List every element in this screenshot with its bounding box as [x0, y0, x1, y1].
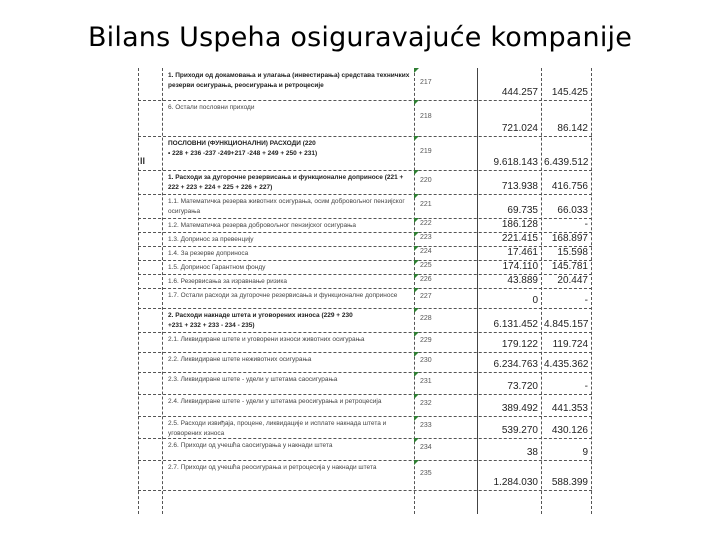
row-previous-year-value: 86.142: [557, 123, 588, 134]
row-current-year-value: 539.270: [501, 425, 538, 436]
row-description: 1.5. Допринос Гарантном фонду: [168, 264, 266, 271]
row-previous-year-value: 66.033: [557, 205, 588, 216]
row-previous-year-value: 6.439.512: [544, 157, 589, 168]
cell-comment-marker-icon: [414, 308, 419, 313]
row-description: 2.2. Ликвидиране штете неживотних осигурања: [168, 356, 312, 363]
row-current-year-value: 9.618.143: [493, 157, 538, 168]
row-aop-code: 227: [420, 293, 432, 300]
row-previous-year-value: -: [584, 295, 588, 306]
table-row: [138, 170, 592, 195]
row-current-year-value: 1.284.030: [493, 477, 538, 488]
row-aop-code: 223: [420, 234, 432, 241]
table-row: [138, 308, 592, 333]
table-row: [138, 218, 592, 233]
row-aop-code: 234: [420, 444, 432, 451]
row-previous-year-value: 9: [582, 447, 588, 458]
table-row: [138, 100, 592, 137]
row-aop-code: 233: [420, 422, 432, 429]
row-current-year-value: 6.234.763: [493, 359, 538, 370]
row-current-year-value: 73.720: [507, 381, 538, 392]
row-aop-code: 222: [420, 220, 432, 227]
row-current-year-value: 17.461: [507, 247, 538, 258]
cell-comment-marker-icon: [414, 352, 419, 357]
table-row: [138, 288, 592, 309]
row-current-year-value: 221.415: [501, 233, 538, 244]
row-description: 2.6. Приходи од учешћа саосигурања у накнади штета: [168, 442, 333, 449]
row-current-year-value: 174.110: [502, 261, 538, 272]
row-previous-year-value: 20.447: [557, 275, 588, 286]
row-previous-year-value: 416.756: [551, 181, 588, 192]
row-aop-code: 220: [420, 177, 432, 184]
row-aop-code: 221: [420, 201, 432, 208]
cell-comment-marker-icon: [414, 416, 419, 421]
row-previous-year-value: 15.598: [557, 247, 588, 258]
row-previous-year-value: -: [584, 219, 588, 230]
row-description: 2.5. Расходи извиђаја, процене, ликвидације и исплате накнада штета и уговорених износа: [168, 420, 387, 437]
table-row: [138, 136, 592, 171]
row-aop-code: 219: [420, 148, 432, 155]
row-aop-code: 224: [420, 248, 432, 255]
table-row: [138, 394, 592, 417]
row-description: 6. Остали пословни приходи: [168, 104, 255, 111]
row-previous-year-value: 145.781: [551, 261, 588, 272]
cell-comment-marker-icon: [414, 260, 419, 265]
cell-comment-marker-icon: [414, 460, 419, 465]
row-description: 1.4. За резерве доприноса: [168, 250, 249, 257]
row-description: 1. Приходи од докамовања и улагања (инвестирања) средстава техничких резерви осигурања, реосигурања и ретроцесије: [168, 72, 410, 89]
row-current-year-value: 69.735: [507, 205, 538, 216]
cell-comment-marker-icon: [414, 332, 419, 337]
table-row: [138, 332, 592, 353]
cell-comment-marker-icon: [414, 246, 419, 251]
row-description: 1.3. Допринос за превенцију: [168, 236, 254, 243]
row-current-year-value: 6.131.452: [493, 319, 538, 330]
row-description: 1.1. Математичка резерва животних осигурања, осим добровољног пензијског осигурања: [168, 198, 405, 215]
cell-comment-marker-icon: [414, 68, 419, 73]
row-aop-code: 217: [420, 79, 432, 86]
row-previous-year-value: 119.724: [552, 339, 588, 350]
row-current-year-value: 721.024: [501, 123, 538, 134]
cell-comment-marker-icon: [414, 394, 419, 399]
cell-comment-marker-icon: [414, 274, 419, 279]
row-previous-year-value: -: [584, 381, 588, 392]
row-description: 2.1. Ликвидиране штете и уговорени износи животних осигурања: [168, 336, 365, 343]
row-aop-code: 231: [420, 378, 432, 385]
cell-comment-marker-icon: [414, 136, 419, 141]
row-previous-year-value: 588.399: [551, 477, 588, 488]
table-row: [138, 372, 592, 395]
row-aop-code: 235: [420, 470, 432, 477]
cell-comment-marker-icon: [414, 218, 419, 223]
row-current-year-value: 389.492: [501, 403, 538, 414]
table-row: [138, 438, 592, 461]
table-row: [138, 416, 592, 439]
row-current-year-value: 43.889: [507, 275, 538, 286]
row-previous-year-value: 145.425: [551, 87, 588, 98]
table-row: [138, 260, 592, 275]
cell-comment-marker-icon: [414, 170, 419, 175]
table-row: [138, 352, 592, 373]
table-row: [138, 194, 592, 219]
cell-comment-marker-icon: [414, 372, 419, 377]
row-description: 2.3. Ликвидиране штете - удели у штетама саосигурања: [168, 376, 338, 383]
row-previous-year-value: 430.126: [551, 425, 588, 436]
table-row: [138, 232, 592, 247]
row-description: 1.2. Математичка резерва добровољног пензијског осигурања: [168, 222, 357, 229]
cell-comment-marker-icon: [414, 438, 419, 443]
cell-comment-marker-icon: [414, 232, 419, 237]
table-row: [138, 460, 592, 491]
slide-title: Bilans Uspeha osiguravajuće kompanije: [87, 22, 633, 53]
row-description: ПОСЛОВНИ (ФУНКЦИОНАЛНИ) РАСХОДИ (220 • 228 + 236 -237 -249+217 -248 + 249 + 250 + 231): [168, 140, 318, 157]
row-current-year-value: 0: [532, 295, 538, 306]
row-current-year-value: 444.257: [501, 87, 538, 98]
row-current-year-value: 179.122: [501, 339, 538, 350]
row-aop-code: 229: [420, 337, 432, 344]
table-row: [138, 68, 592, 101]
row-description: 2. Расходи накнаде штета и уговорених износа (229 + 230 +231 + 232 + 233 - 234 - 235): [168, 312, 353, 329]
row-section-number: II: [140, 156, 146, 166]
row-previous-year-value: 4.435.362: [544, 359, 589, 370]
row-current-year-value: 186.128: [501, 219, 538, 230]
row-aop-code: 230: [420, 357, 432, 364]
row-aop-code: 226: [420, 276, 432, 283]
row-description: 1. Расходи за дугорочне резервисања и функционалне доприносе (221 + 222 + 223 + 224 + 225 + 226 + 227): [168, 174, 404, 191]
row-aop-code: 232: [420, 400, 432, 407]
row-description: 2.7. Приходи од учешћа реосигурања и ретроцесија у накнади штета: [168, 464, 377, 471]
table-row: [138, 274, 592, 289]
table-row: [138, 246, 592, 261]
row-aop-code: 218: [420, 113, 432, 120]
cell-comment-marker-icon: [414, 100, 419, 105]
income-statement-table: [138, 68, 592, 514]
row-current-year-value: 713.938: [501, 181, 538, 192]
row-aop-code: 225: [420, 262, 432, 269]
cell-comment-marker-icon: [414, 288, 419, 293]
row-description: 1.6. Резервисања за изравнање ризика: [168, 278, 288, 285]
row-previous-year-value: 168.897: [551, 233, 588, 244]
row-description: 1.7. Остали расходи за дугорочне резервисања и функционалне доприносе: [168, 292, 398, 299]
row-previous-year-value: 441.353: [551, 403, 588, 414]
row-current-year-value: 38: [526, 447, 538, 458]
row-aop-code: 228: [420, 315, 432, 322]
row-previous-year-value: 4.845.157: [544, 319, 589, 330]
row-description: 2.4. Ликвидиране штете - удели у штетама реосигурања и ретроцесија: [168, 398, 382, 405]
cell-comment-marker-icon: [414, 194, 419, 199]
